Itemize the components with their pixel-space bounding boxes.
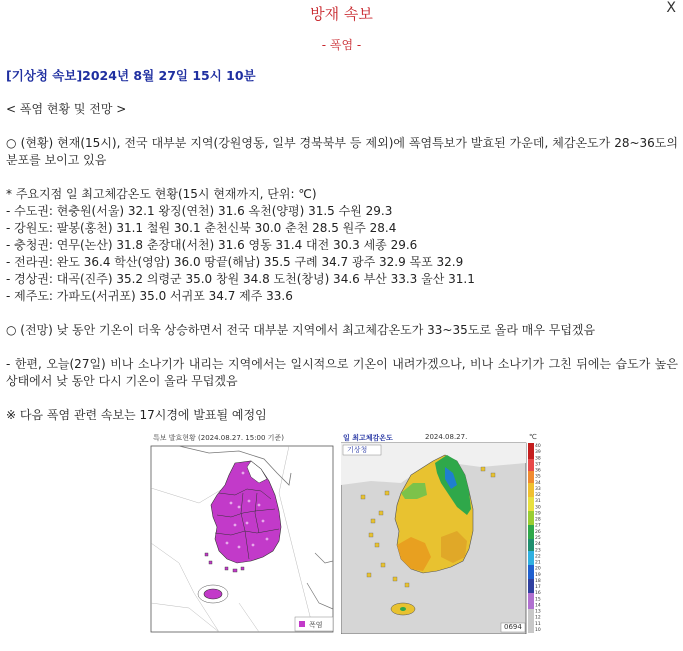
scale-label: 28 [535,517,541,523]
scale-label: 20 [535,566,541,572]
temps-line-jeolla: - 전라권: 완도 36.4 학산(영암) 36.0 땅끝(해남) 35.5 구례 34.7 광주 32.9 목포 32.9 [6,255,464,269]
bulletin-headline: [기상청 속보]2024년 8월 27일 15시 10분 [6,68,256,83]
warning-map-title: 특보 발효현황 (2024.08.27. 15:00 기준) [153,434,284,442]
temperature-map [341,433,543,634]
scale-label: 21 [535,560,541,566]
scale-label: 17 [535,585,541,591]
temperature-map-image [341,433,543,634]
section-title: < 폭염 현황 및 전망 > [6,102,127,116]
temperature-map-title: 일 최고체감온도 [343,434,393,442]
scale-label: 36 [535,468,541,474]
scale-label: 29 [535,511,541,517]
temps-line-jeju: - 제주도: 가파도(서귀포) 35.0 서귀포 34.7 제주 33.6 [6,289,293,303]
scale-label: 10 [535,628,541,633]
kma-logo: 기상청 [347,446,368,454]
temperature-map-date: 2024.08.27. [425,433,468,441]
temps-line-gyeongsang: - 경상권: 대곡(진주) 35.2 의령군 35.0 창원 34.8 도천(창녕) 34.6 부산 33.3 울산 31.1 [6,272,475,286]
scale-label: 15 [535,597,541,603]
scale-label: 40 [535,444,541,449]
page-subtitle: - 폭염 - [321,38,362,52]
scale-label: 16 [535,591,541,597]
legend-label: 폭염 [309,621,323,629]
scale-label: 39 [535,450,541,456]
scale-label: 35 [535,474,541,480]
map-footer-code: 0694 [504,623,522,631]
scale-label: 30 [535,505,541,511]
status-paragraph: ○ (현황) 현재(15시), 전국 대부분 지역(강원영동, 일부 경북북부 등 제외)에 폭염특보가 발효된 가운데, 체감온도가 28~36도의 분포를 보이고 있음 [6,136,678,167]
warning-map-image [139,433,335,634]
scale-label: 12 [535,615,541,621]
bulletin-body [6,67,678,424]
scale-label: 18 [535,578,541,584]
scale-label: 22 [535,554,541,560]
temps-line-chungcheong: - 충청권: 연무(논산) 31.8 춘장대(서천) 31.6 영동 31.4 대전 30.3 세종 29.6 [6,238,418,252]
map-panel [139,433,543,634]
shower-paragraph: - 한편, 오늘(27일) 비나 소나기가 내리는 지역에서는 일시적으로 기온이 내려가겠으나, 비나 소나기가 그친 뒤에는 습도가 높은 상태에서 낮 동안 다시 기온이 올라 무덥겠음 [6,357,678,388]
outlook-paragraph: ○ (전망) 낮 동안 기온이 더욱 상승하면서 전국 대부분 지역에서 최고체감온도가 33~35도로 올라 매우 무덥겠음 [6,323,596,337]
scale-label: 14 [535,603,541,609]
scale-label: 34 [535,480,541,486]
scale-label: 26 [535,529,541,535]
scale-label: 37 [535,462,541,468]
next-notice: ※ 다음 폭염 관련 속보는 17시경에 발표될 예정임 [6,408,267,422]
temperature-unit: ℃ [529,433,537,441]
scale-label: 24 [535,542,541,548]
scale-label: 31 [535,499,541,505]
temps-line-capital: - 수도권: 현충원(서울) 32.1 왕징(연천) 31.6 옥천(양평) 31.5 수원 29.3 [6,204,393,218]
warning-map [139,433,335,634]
close-button[interactable]: X [666,0,676,16]
scale-label: 33 [535,486,541,492]
color-scale [528,443,534,633]
scale-label: 25 [535,536,541,541]
scale-label: 27 [535,523,541,529]
temps-line-gangwon: - 강원도: 팔봉(홍천) 31.1 철원 30.1 춘천신북 30.0 춘천 28.5 원주 28.4 [6,221,397,235]
scale-label: 13 [535,609,541,615]
legend-swatch [299,621,305,627]
scale-label: 32 [535,493,541,499]
page-title: 방재 속보 [310,5,373,23]
scale-label: 38 [535,456,541,462]
scale-label: 19 [535,572,541,578]
scale-label: 11 [535,621,541,627]
scale-label: 23 [535,548,541,554]
temps-title: * 주요지점 일 최고체감온도 현황(15시 현재까지, 단위: ℃) [6,187,317,201]
